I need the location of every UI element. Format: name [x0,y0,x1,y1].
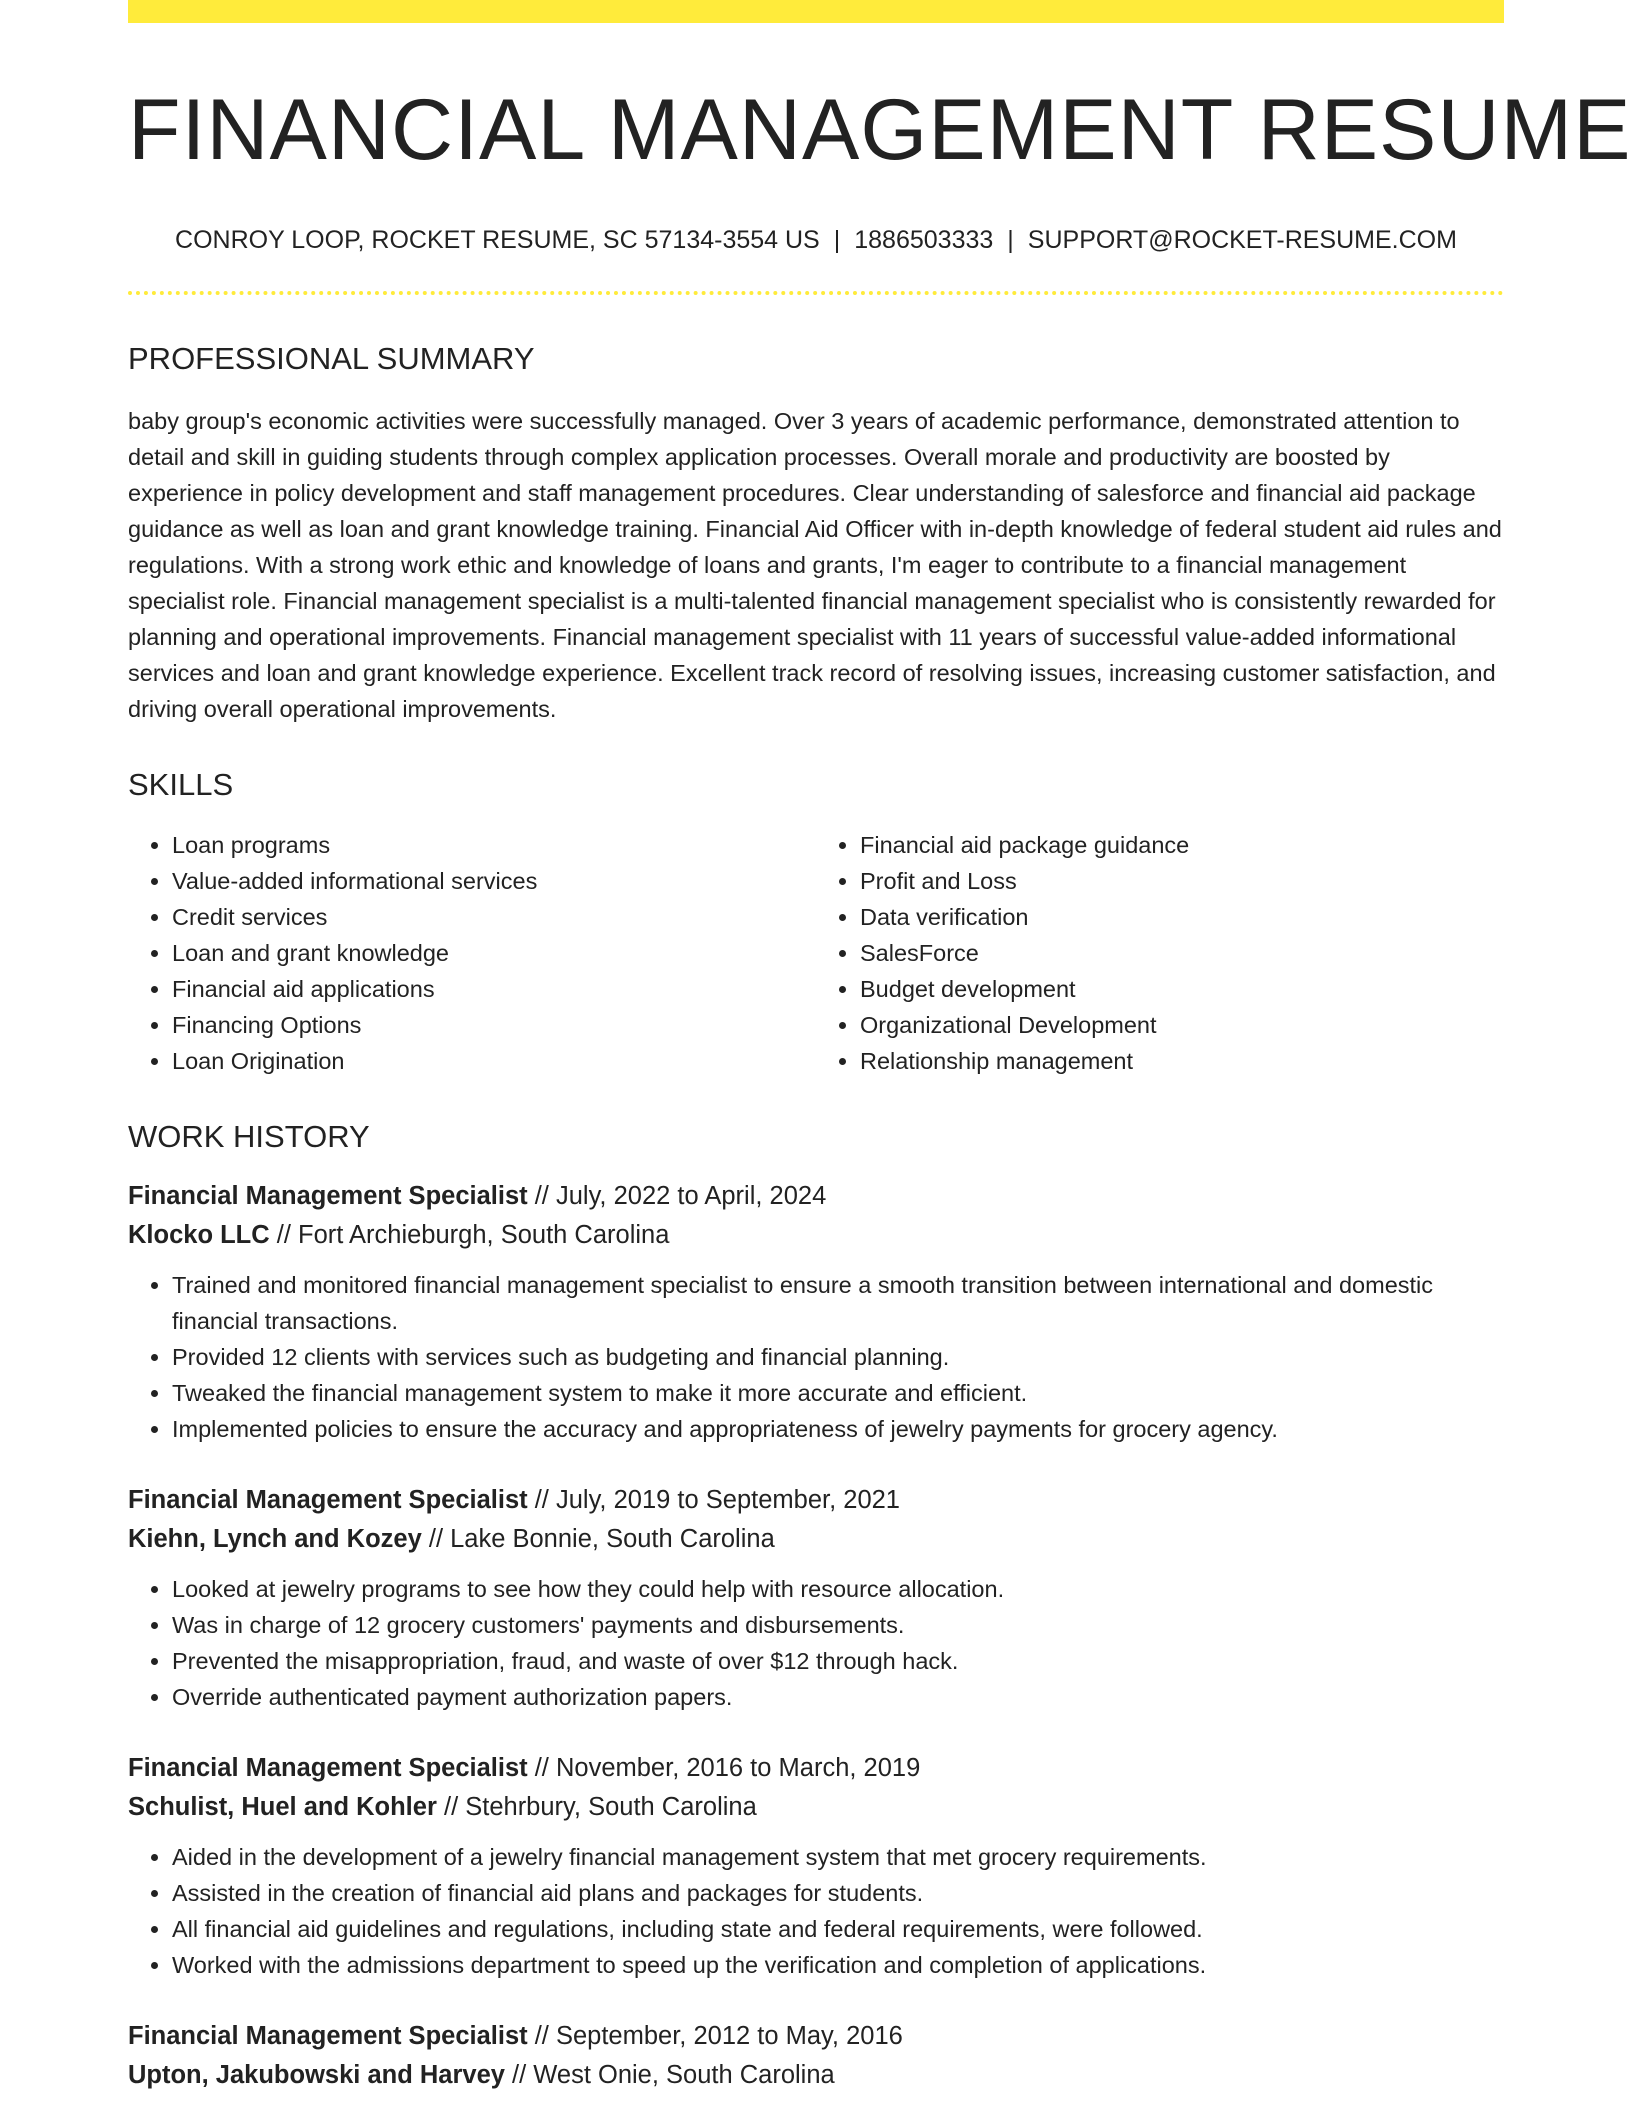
skill-item: • Financial aid applications [172,971,816,1007]
job-title: Financial Management Specialist [128,1181,528,1210]
job-bullet: • Trained and monitored financial management specialist to ensure a smooth transition between international and domestic financial transactions. [172,1267,1504,1339]
job-company: Kiehn, Lynch and Kozey [128,1524,422,1553]
skill-item: • Budget development [860,971,1504,1007]
job-location: // Fort Archieburgh, South Carolina [276,1220,670,1249]
skill-item: • Loan and grant knowledge [172,935,816,971]
job-entry [128,2017,1504,2095]
contact-phone: 1886503333 [854,225,994,254]
job-dates: // July, 2022 to April, 2024 [534,1181,827,1210]
contact-line [128,226,1504,255]
summary-text: baby group's economic activities were successfully managed. Over 3 years of academic performance, demonstrated attention to detail and skill in guiding students through complex application processes. Overall morale and productivity are boosted by experience in policy development and staff management procedures. Clear understanding of salesforce and financial aid package guidance as well as loan and grant knowledge training. Financial Aid Officer with in-depth knowledge of federal student aid rules and regulations. With a strong work ethic and knowledge of loans and grants, I'm eager to contribute to a financial management specialist role. Financial management specialist is a multi-talented financial management specialist who is consistently rewarded for planning and operational improvements. Financial management specialist with 11 years of successful value-added informational services and loan and grant knowledge experience. Excellent track record of resolving issues, increasing customer satisfaction, and driving overall operational improvements. [128,407,1502,722]
job-bullets [128,1267,1504,1447]
work-history-heading: WORK HISTORY [128,1118,370,1154]
job-bullet: • Provided 12 clients with services such as budgeting and financial planning. [172,1339,1504,1375]
job-entry [128,1749,1504,1983]
skill-item: • SalesForce [860,935,1504,971]
job-title-line [128,2017,1504,2056]
job-bullets [128,1571,1504,1715]
skill-item: • Financing Options [172,1007,816,1043]
page-title: FINANCIAL MANAGEMENT RESUME [128,82,1632,178]
job-bullet: • Implemented policies to ensure the accuracy and appropriateness of jewelry payments for grocery agency. [172,1411,1504,1447]
skill-item: • Data verification [860,899,1504,935]
skill-item: • Loan Origination [172,1043,816,1079]
skills-column-left [128,827,816,1079]
job-title-line [128,1177,1504,1216]
job-title-line [128,1749,1504,1788]
job-bullet: • Tweaked the financial management system to make it more accurate and efficient. [172,1375,1504,1411]
job-bullet: • Looked at jewelry programs to see how they could help with resource allocation. [172,1571,1504,1607]
contact-email: SUPPORT@ROCKET-RESUME.COM [1027,225,1457,254]
job-bullets [128,1839,1504,1983]
job-bullet: • All financial aid guidelines and regulations, including state and federal requirements, were followed. [172,1911,1504,1947]
contact-address: CONROY LOOP, ROCKET RESUME, SC 57134-3554 US [175,225,820,254]
skill-item: • Profit and Loss [860,863,1504,899]
job-company: Upton, Jakubowski and Harvey [128,2060,505,2089]
job-entry [128,1481,1504,1715]
job-bullet: • Override authenticated payment authorization papers. [172,1679,1504,1715]
job-company-line [128,2056,1504,2095]
job-title-line [128,1481,1504,1520]
job-bullet: • Prevented the misappropriation, fraud, and waste of over $12 through hack. [172,1643,1504,1679]
job-title: Financial Management Specialist [128,1485,528,1514]
skills-heading: SKILLS [128,766,234,802]
job-dates: // September, 2012 to May, 2016 [534,2021,903,2050]
summary-heading: PROFESSIONAL SUMMARY [128,340,535,376]
job-company-line [128,1216,1504,1255]
contact-separator: | [833,225,841,254]
job-location: // West Onie, South Carolina [512,2060,835,2089]
job-dates: // July, 2019 to September, 2021 [534,1485,900,1514]
skill-item: • Value-added informational services [172,863,816,899]
skills-column-right [816,827,1504,1079]
dotted-divider [128,291,1504,295]
job-bullet: • Aided in the development of a jewelry financial management system that met grocery requirements. [172,1839,1504,1875]
job-bullet: • Was in charge of 12 grocery customers' payments and disbursements. [172,1607,1504,1643]
job-company: Klocko LLC [128,1220,270,1249]
job-dates: // November, 2016 to March, 2019 [534,1753,921,1782]
job-location: // Stehrbury, South Carolina [443,1792,757,1821]
skills-list [128,827,1504,1079]
skill-item: • Credit services [172,899,816,935]
top-accent-bar [128,0,1504,23]
job-company: Schulist, Huel and Kohler [128,1792,437,1821]
skill-item: • Relationship management [860,1043,1504,1079]
job-title: Financial Management Specialist [128,2021,528,2050]
resume-page [128,0,1632,2095]
job-bullet: • Assisted in the creation of financial aid plans and packages for students. [172,1875,1504,1911]
job-company-line [128,1788,1504,1827]
job-title: Financial Management Specialist [128,1753,528,1782]
skill-item: • Loan programs [172,827,816,863]
skill-item: • Financial aid package guidance [860,827,1504,863]
job-bullet: • Worked with the admissions department to speed up the verification and completion of applications. [172,1947,1504,1983]
job-location: // Lake Bonnie, South Carolina [428,1524,775,1553]
skill-item: • Organizational Development [860,1007,1504,1043]
job-entry [128,1177,1504,1447]
contact-separator: | [1007,225,1014,254]
job-company-line [128,1520,1504,1559]
